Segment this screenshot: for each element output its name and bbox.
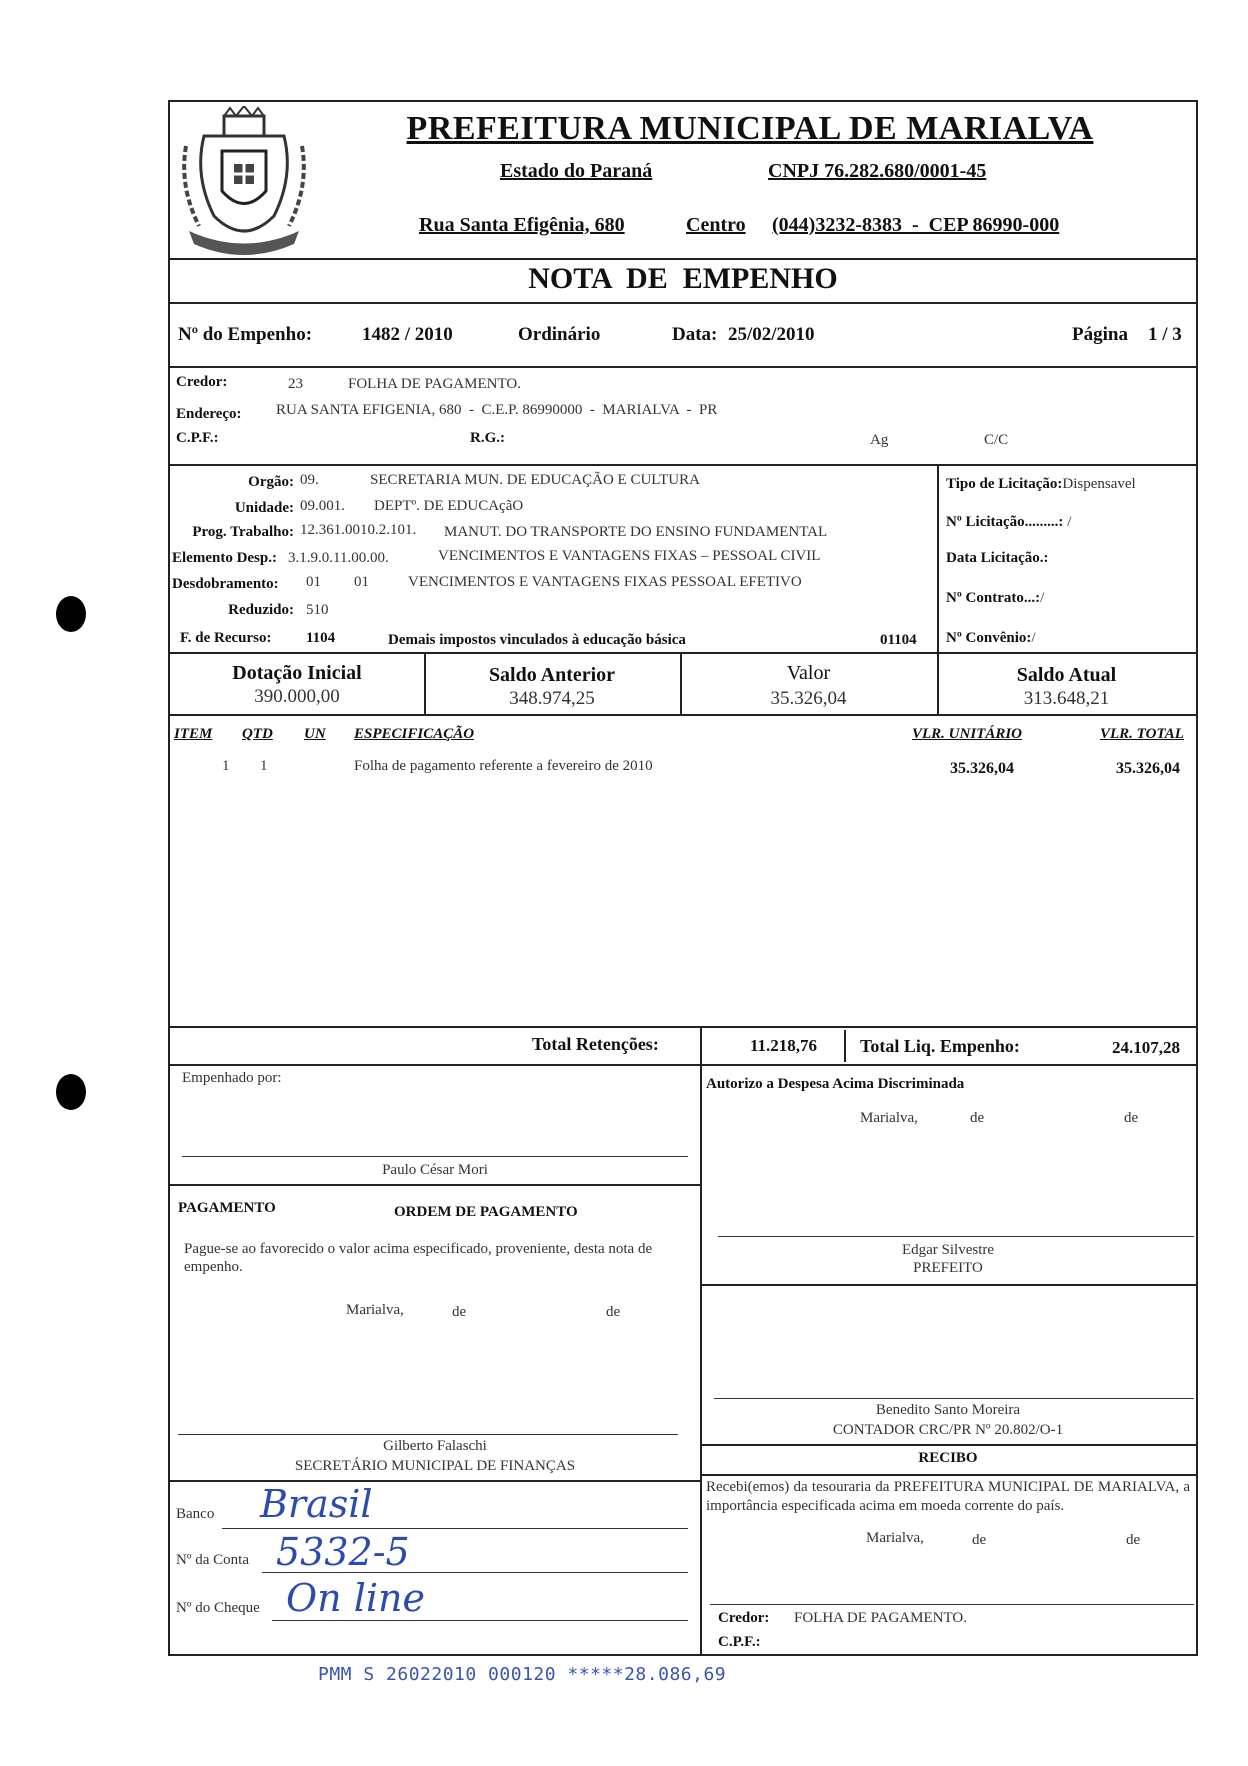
rg-label: R.G.: [470, 430, 505, 446]
saldo-anterior-label: Saldo Anterior [488, 664, 616, 686]
recibo-credor-name: FOLHA DE PAGAMENTO. [794, 1610, 967, 1626]
unidade-code: 09.001. [300, 498, 345, 514]
desdobramento-label: Desdobramento: [172, 576, 279, 592]
autorizo-de-1: de [970, 1110, 985, 1126]
col-header-spec: ESPECIFICAÇÃO [354, 726, 475, 742]
total-retencoes-label: Total Retenções: [532, 1034, 659, 1054]
autorizo-de-2: de [1124, 1110, 1139, 1126]
credor-address: RUA SANTA EFIGENIA, 680 - C.E.P. 86990000 - MARIALVA - PR [276, 402, 718, 418]
desdobramento-code-2: 01 [354, 574, 369, 590]
authentication-stamp: PMM S 26022010 000120 *****28.086,69 [318, 1664, 727, 1685]
reduzido-value: 510 [306, 602, 329, 618]
pagamento-signer-name: Gilberto Falaschi [383, 1438, 487, 1454]
dotacao-label: Dotação Inicial [232, 662, 362, 684]
empenho-date-label: Data: [672, 324, 718, 345]
header-cnpj: CNPJ 76.282.680/0001-45 [768, 160, 987, 182]
empenho-number: 1482 / 2010 [362, 324, 453, 345]
empenho-number-label: Nº do Empenho: [178, 324, 313, 345]
licitacao-number-label: Nº Licitação.........: [946, 514, 1064, 530]
contrato-label: Nº Contrato...: [946, 590, 1041, 606]
ag-label: Ag [870, 432, 889, 448]
saldo-atual-label: Saldo Atual [1016, 664, 1117, 686]
desdobramento-code-1: 01 [306, 574, 321, 590]
total-liq-value: 24.107,28 [1112, 1038, 1180, 1057]
recurso-label: F. de Recurso: [180, 630, 272, 646]
total-retencoes-value: 11.218,76 [750, 1036, 818, 1055]
empenhado-label: Empenhado por: [182, 1070, 282, 1086]
orgao-label: Orgão: [248, 474, 294, 490]
col-header-qtd: QTD [242, 726, 273, 742]
row-qtd: 1 [260, 758, 268, 774]
pagamento-label: PAGAMENTO [178, 1200, 276, 1216]
header-district: Centro [686, 214, 746, 236]
recibo-cpf-label: C.P.F.: [718, 1634, 761, 1650]
elemento-desc: VENCIMENTOS E VANTAGENS FIXAS – PESSOAL CIVIL [438, 548, 821, 564]
reduzido-label: Reduzido: [228, 602, 294, 618]
banco-label: Banco [176, 1506, 215, 1522]
autorizo-signer-role: PREFEITO [913, 1260, 983, 1276]
cheque-handwritten: On line [286, 1576, 425, 1620]
prog-label: Prog. Trabalho: [192, 524, 294, 540]
page-number: 1 / 3 [1148, 324, 1182, 345]
licitacao-date-label: Data Licitação.: [946, 550, 1049, 566]
header-phone-cep: (044)3232-8383 - CEP 86990-000 [772, 214, 1060, 236]
header-state: Estado do Paraná [500, 160, 653, 182]
recibo-title: RECIBO [918, 1450, 978, 1466]
recibo-de-1: de [972, 1532, 987, 1548]
recurso-number: 01104 [880, 632, 917, 648]
credor-code: 23 [288, 376, 303, 392]
pagamento-de-1: de [452, 1304, 467, 1320]
punch-hole-top [56, 596, 86, 632]
cpf-label: C.P.F.: [176, 430, 219, 446]
prog-desc: MANUT. DO TRANSPORTE DO ENSINO FUNDAMENTAL [444, 524, 828, 540]
contador-name: Benedito Santo Moreira [875, 1402, 1021, 1418]
recurso-code: 1104 [306, 630, 336, 646]
cheque-label: Nº do Cheque [176, 1600, 260, 1616]
punch-hole-bottom [56, 1074, 86, 1110]
orgao-code: 09. [300, 472, 319, 488]
licitacao-number-row [946, 514, 1071, 531]
row-spec: Folha de pagamento referente a fevereiro de 2010 [354, 758, 653, 774]
licitacao-type-label: Tipo de Licitação: [946, 476, 1063, 492]
recibo-credor-label: Credor: [718, 1610, 770, 1626]
col-header-un: UN [304, 726, 326, 742]
empenhado-name: Paulo César Mori [382, 1162, 488, 1178]
address-label: Endereço: [176, 406, 242, 422]
pagamento-text: Pague-se ao favorecido o valor acima especificado, proveniente, desta nota de empenho. [184, 1241, 653, 1275]
convenio-label: Nº Convênio: [946, 630, 1032, 646]
valor-label: Valor [786, 662, 831, 684]
licitacao-type: Dispensavel [1062, 476, 1136, 492]
contador-role: CONTADOR CRC/PR Nº 20.802/O-1 [832, 1422, 1064, 1438]
pagamento-signer-role: SECRETÁRIO MUNICIPAL DE FINANÇAS [294, 1458, 576, 1474]
nota-de-empenho-form [168, 100, 1198, 1656]
empenho-type: Ordinário [518, 324, 601, 345]
row-unit-value: 35.326,04 [950, 760, 1014, 777]
banco-handwritten: Brasil [260, 1482, 373, 1526]
unidade-desc: DEPTº. DE EDUCAçãO [374, 498, 524, 514]
recurso-desc: Demais impostos vinculados à educação básica [388, 632, 686, 648]
autorizo-signer-name: Edgar Silvestre [901, 1242, 995, 1258]
contrato-row [946, 590, 1044, 607]
convenio-value: / [1031, 630, 1036, 646]
saldo-atual-value: 313.648,21 [1023, 688, 1110, 709]
col-header-unit-value: VLR. UNITÁRIO [912, 726, 1023, 742]
elemento-label: Elemento Desp.: [172, 550, 277, 566]
orgao-desc: SECRETARIA MUN. DE EDUCAÇÃO E CULTURA [370, 472, 700, 488]
coat-of-arms-logo [174, 106, 314, 256]
pagamento-de-2: de [606, 1304, 621, 1320]
header-title: PREFEITURA MUNICIPAL DE MARIALVA [406, 110, 1094, 147]
recibo-text: Recebi(emos) da tesouraria da PREFEITURA MUNICIPAL DE MARIALVA, a importância especificada acima em moeda corrente do país. [706, 1479, 1190, 1514]
unidade-label: Unidade: [234, 500, 294, 516]
cc-label: C/C [984, 432, 1009, 448]
licitacao-type-row [946, 476, 1136, 493]
page-label: Página [1072, 324, 1128, 345]
recibo-de-2: de [1126, 1532, 1141, 1548]
elemento-code: 3.1.9.0.11.00.00. [288, 550, 389, 566]
autorizo-title: Autorizo a Despesa Acima Discriminada [706, 1076, 965, 1092]
ordem-pagamento-title: ORDEM DE PAGAMENTO [394, 1204, 578, 1220]
contrato-value: / [1040, 590, 1045, 606]
credor-label: Credor: [176, 374, 228, 390]
conta-label: Nº da Conta [176, 1552, 249, 1568]
licitacao-number: / [1067, 514, 1072, 530]
header-address: Rua Santa Efigênia, 680 [419, 214, 625, 236]
saldo-anterior-value: 348.974,25 [509, 688, 595, 709]
empenho-date: 25/02/2010 [728, 324, 815, 345]
recibo-city: Marialva, [866, 1530, 924, 1546]
row-item: 1 [222, 758, 230, 774]
pagamento-city: Marialva, [346, 1302, 404, 1318]
col-header-total-value: VLR. TOTAL [1100, 726, 1184, 742]
valor-value: 35.326,04 [770, 688, 847, 709]
document-title: NOTA DE EMPENHO [528, 262, 838, 295]
credor-name: FOLHA DE PAGAMENTO. [348, 376, 521, 392]
dotacao-value: 390.000,00 [254, 686, 340, 707]
total-liq-label: Total Liq. Empenho: [860, 1036, 1020, 1056]
col-header-item: ITEM [174, 726, 213, 742]
row-total-value: 35.326,04 [1116, 760, 1180, 777]
conta-handwritten: 5332-5 [276, 1530, 410, 1574]
prog-code: 12.361.0010.2.101. [300, 522, 417, 538]
convenio-row [946, 630, 1036, 647]
desdobramento-desc: VENCIMENTOS E VANTAGENS FIXAS PESSOAL EFETIVO [408, 574, 802, 590]
autorizo-city: Marialva, [860, 1110, 918, 1126]
